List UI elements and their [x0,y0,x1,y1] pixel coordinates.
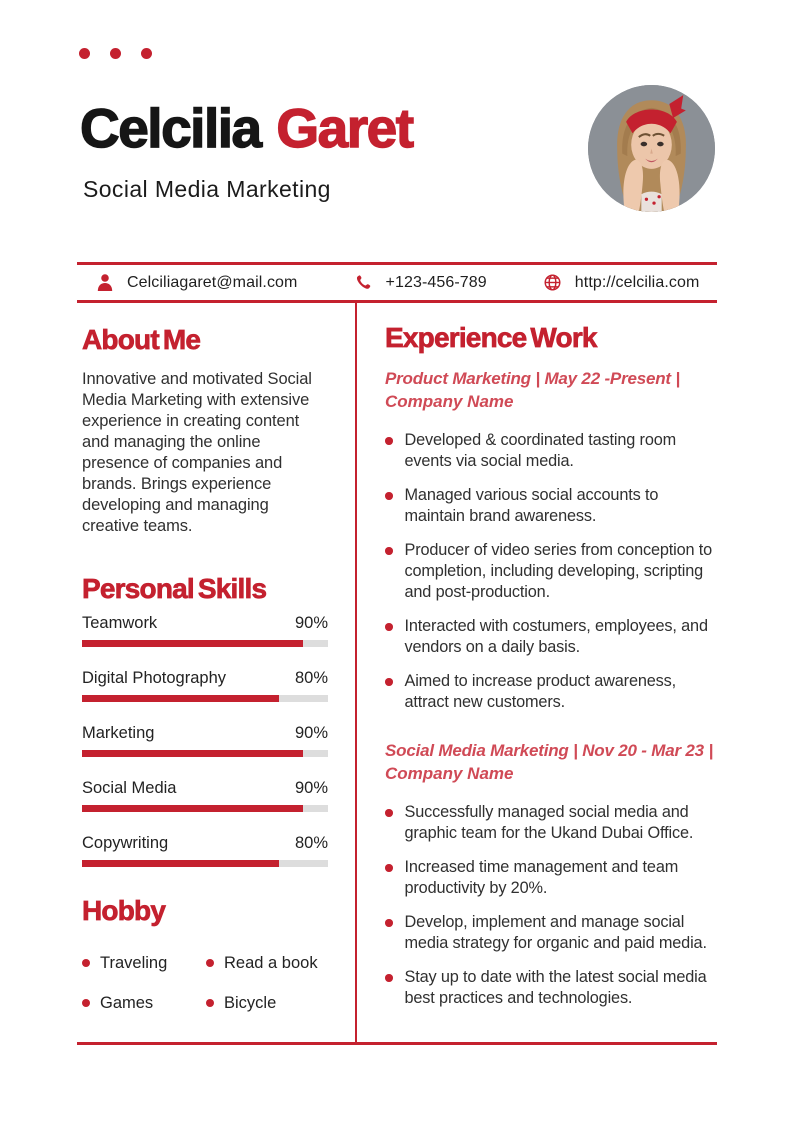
bullet-dot-icon [82,959,90,967]
skill-item [82,723,328,757]
bullet-text: Increased time management and team productivity by 20%. [404,858,679,897]
section-title-hobby: Hobby [82,895,166,926]
bullet-item [385,540,719,603]
skill-bar-track [82,695,328,702]
column-divider [355,303,357,1042]
job-bullets [385,430,719,713]
job-title: Product Marketing | May 22 -Present | [385,369,680,388]
contact-email [95,273,298,293]
bullet-item [385,671,719,713]
skill-bar-track [82,640,328,647]
website-link[interactable]: http://celcilia.com [574,273,700,291]
hobby-list [82,953,328,1013]
section-title-about: About Me [82,324,201,355]
skill-bar-fill [82,750,303,757]
skill-name: Digital Photography [82,669,227,687]
jobs-list [385,367,719,1009]
bullet-item [385,967,719,1009]
skill-bar-fill [82,805,303,812]
bullet-dot-icon [385,809,393,817]
hobby-item [206,993,328,1013]
skill-name: Copywriting [82,834,169,852]
bullet-item [385,802,719,844]
job-bullets [385,802,719,1009]
skill-bar-fill [82,640,303,647]
section-title-skills: Personal Skills [82,573,267,604]
red-dot-icon [110,48,121,59]
skill-bar-track [82,750,328,757]
job-company: Company Name [385,392,514,411]
skill-bar-fill [82,860,279,867]
hobby-item [82,993,206,1013]
bullet-item [385,485,719,527]
person-icon [95,273,115,293]
bullet-dot-icon [385,547,393,555]
skill-bar-track [82,805,328,812]
bullet-text: Managed various social accounts to maintain brand awareness. [404,486,659,525]
bullet-item [385,430,719,472]
bullet-dot-icon [206,959,214,967]
decorative-dots [79,48,152,59]
bullet-text: Interacted with costumers, employees, and vendors on a daily basis. [404,617,708,656]
job-company: Company Name [385,764,514,783]
contact-website [543,273,700,293]
phone-icon [354,273,374,293]
globe-icon [543,273,563,293]
first-name: Celcilia [80,97,261,159]
skill-name: Social Media [82,779,177,797]
bullet-dot-icon [385,919,393,927]
skill-value: 90% [294,614,328,632]
skill-bar-track [82,860,328,867]
bullet-text: Successfully managed social media and graphic team for the Ukand Dubai Office. [404,803,694,842]
bullet-text: Develop, implement and manage social media strategy for organic and paid media. [404,913,707,952]
last-name: Garet [276,97,413,159]
skill-item [82,613,328,647]
portrait-illustration [588,85,715,212]
skill-name: Teamwork [82,614,158,632]
right-column [385,322,719,1022]
hobby-label: Traveling [100,954,168,972]
contact-phone [354,273,487,293]
skill-item [82,668,328,702]
skill-item [82,778,328,812]
hobby-label: Read a book [224,954,318,972]
skill-item [82,833,328,867]
bullet-text: Producer of video series from conception to completion, including developing, scripting and post-production. [404,541,713,601]
bullet-dot-icon [385,678,393,686]
left-column [82,324,328,1013]
profile-photo [588,85,715,212]
bullet-dot-icon [385,437,393,445]
job-entry [385,739,719,1009]
skill-bar-fill [82,695,279,702]
skill-value: 80% [294,669,328,687]
skill-value: 90% [294,724,328,742]
bullet-dot-icon [385,623,393,631]
phone-link[interactable]: +123-456-789 [385,273,487,291]
hobby-label: Bicycle [224,994,277,1012]
bottom-divider [77,1042,717,1045]
bullet-text: Developed & coordinated tasting room events via social media. [404,431,677,470]
hobby-item [206,953,328,973]
skill-value: 80% [294,834,328,852]
job-entry [385,367,719,713]
job-role: Social Media Marketing [83,176,331,202]
bullet-item [385,616,719,658]
bullet-text: Aimed to increase product awareness, attract new customers. [404,672,677,711]
skill-name: Marketing [82,724,155,742]
email-link[interactable]: Celciliagaret@mail.com [127,273,298,291]
red-dot-icon [79,48,90,59]
skill-value: 90% [294,779,328,797]
bullet-dot-icon [385,492,393,500]
hobby-item [82,953,206,973]
person-name [80,96,413,160]
bullet-dot-icon [206,999,214,1007]
skills-list [82,613,328,867]
bullet-text: Stay up to date with the latest social media best practices and technologies. [404,968,707,1007]
bullet-dot-icon [385,864,393,872]
contact-bar [77,262,717,303]
bullet-dot-icon [385,974,393,982]
bullet-item [385,912,719,954]
bullet-item [385,857,719,899]
bullet-dot-icon [82,999,90,1007]
section-title-experience: Experience Work [385,322,597,353]
about-text: Innovative and motivated Social Media Marketing with extensive experience in creating content and managing the online presence of companies and brands. Brings experience developing and managing creative teams. [82,370,312,535]
job-title: Social Media Marketing | Nov 20 - Mar 23 | [385,741,713,760]
hobby-label: Games [100,994,154,1012]
red-dot-icon [141,48,152,59]
